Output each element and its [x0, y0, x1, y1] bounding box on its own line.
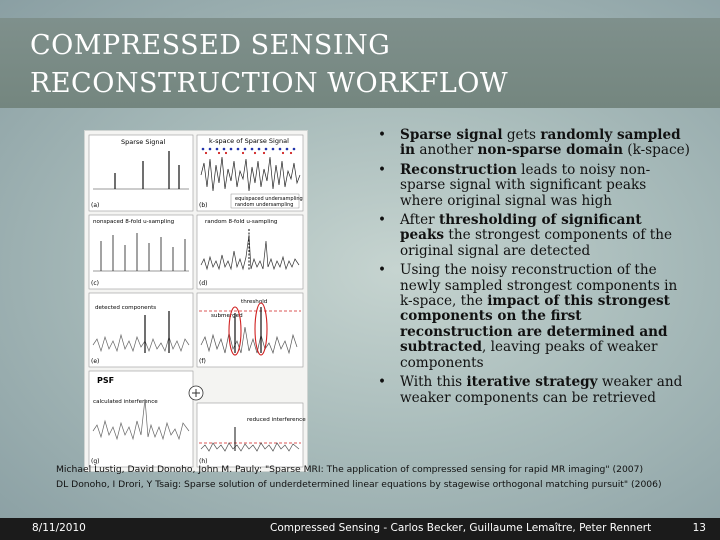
psf-label: PSF	[97, 376, 115, 385]
footer-title: Compressed Sensing - Carlos Becker, Guillaume Lemaître, Peter Rennert	[270, 522, 652, 534]
bullet-item	[378, 375, 690, 406]
bullet-text: the strongest components of the original signal are detected	[400, 227, 673, 259]
panel-label-c: (c)	[91, 280, 99, 287]
footer-bar	[0, 518, 720, 540]
panel-c	[89, 215, 193, 289]
bullet-text: , leaving peaks of weaker components	[400, 339, 658, 371]
bullet-text: Using the noisy reconstruction of the newly sampled strongest components in k-space, the	[400, 262, 678, 310]
bullet-item	[378, 128, 690, 159]
bullet-bold-text: iterative strategy	[466, 374, 598, 391]
legend-random: random undersampling	[235, 202, 294, 208]
panel-a	[89, 135, 193, 211]
bullet-text: gets	[502, 127, 541, 143]
bullet-bold-text: Reconstruction	[400, 161, 517, 178]
slide-title-line-1: COMPRESSED SENSING	[30, 30, 391, 61]
panel-label-h: (h)	[199, 458, 208, 465]
detected-components-line: detected components	[95, 305, 157, 311]
figure-svg	[85, 131, 307, 471]
slide-title-line-2: RECONSTRUCTION WORKFLOW	[30, 68, 509, 99]
bullet-text: weaker and weaker components can be retrieved	[400, 374, 683, 406]
panel-label-a: (a)	[91, 202, 100, 209]
bullet-dot: •	[378, 374, 387, 391]
legend-equispaced: equispaced undersampling	[235, 196, 303, 202]
bullet-dot: •	[378, 212, 387, 229]
panel-d-title: random 8-fold u-sampling	[205, 219, 278, 225]
submerged-label: submerged	[211, 313, 243, 319]
bullet-list	[378, 128, 690, 410]
bullet-item	[378, 213, 690, 259]
reconstruction-figure	[84, 130, 308, 472]
threshold-label: threshold	[241, 299, 268, 305]
bullet-text: (k-space)	[622, 142, 690, 159]
panel-label-e: (e)	[91, 358, 100, 365]
references	[56, 462, 706, 492]
bullet-item	[378, 263, 690, 371]
bullet-text: With this	[400, 374, 467, 391]
panel-a-title: Sparse Signal	[121, 138, 166, 146]
panel-label-d: (d)	[199, 280, 208, 287]
calculated-interference-label: calculated interference	[93, 399, 158, 405]
bullet-dot: •	[378, 161, 387, 178]
bullet-text: leads to noisy non-sparse signal with significant peaks where original signal was high	[400, 161, 651, 209]
panel-h	[197, 403, 303, 467]
reduced-interference-label: reduced interference	[247, 417, 306, 423]
panel-label-b: (b)	[199, 202, 208, 209]
bullet-text: another	[415, 142, 478, 159]
bullet-bold-text: impact of this strongest components on the first reconstruction are determined and subtracted	[400, 293, 670, 356]
bullet-bold-text: randomly sampled in	[400, 127, 681, 159]
panel-label-g: (g)	[91, 458, 100, 465]
panel-label-f: (f)	[199, 358, 206, 365]
bullet-bold-text: non-sparse domain	[477, 142, 623, 159]
panel-g	[89, 371, 193, 467]
bullet-dot: •	[378, 127, 387, 143]
bullet-bold-text: Sparse signal	[400, 127, 503, 143]
reference-2: DL Donoho, I Drori, Y Tsaig: Sparse solution of underdetermined linear equations by stagewise orthogonal matching pursuit" (2006)	[56, 479, 662, 490]
bullet-dot: •	[378, 262, 387, 279]
footer-date: 8/11/2010	[32, 522, 86, 534]
bullet-bold-text: thresholding of significant peaks	[400, 212, 642, 244]
bullet-item	[378, 163, 690, 209]
bullet-text: After	[400, 212, 439, 229]
reference-1: Michael Lustig, David Donoho, John M. Pauly: "Sparse MRI: The application of compressed sensing for rapid MR imaging" (2007)	[56, 464, 644, 475]
panel-b-title: k-space of Sparse Signal	[209, 137, 289, 145]
page-number: 13	[692, 522, 706, 534]
panel-c-title: nonspaced 8-fold u-sampling	[93, 219, 175, 225]
